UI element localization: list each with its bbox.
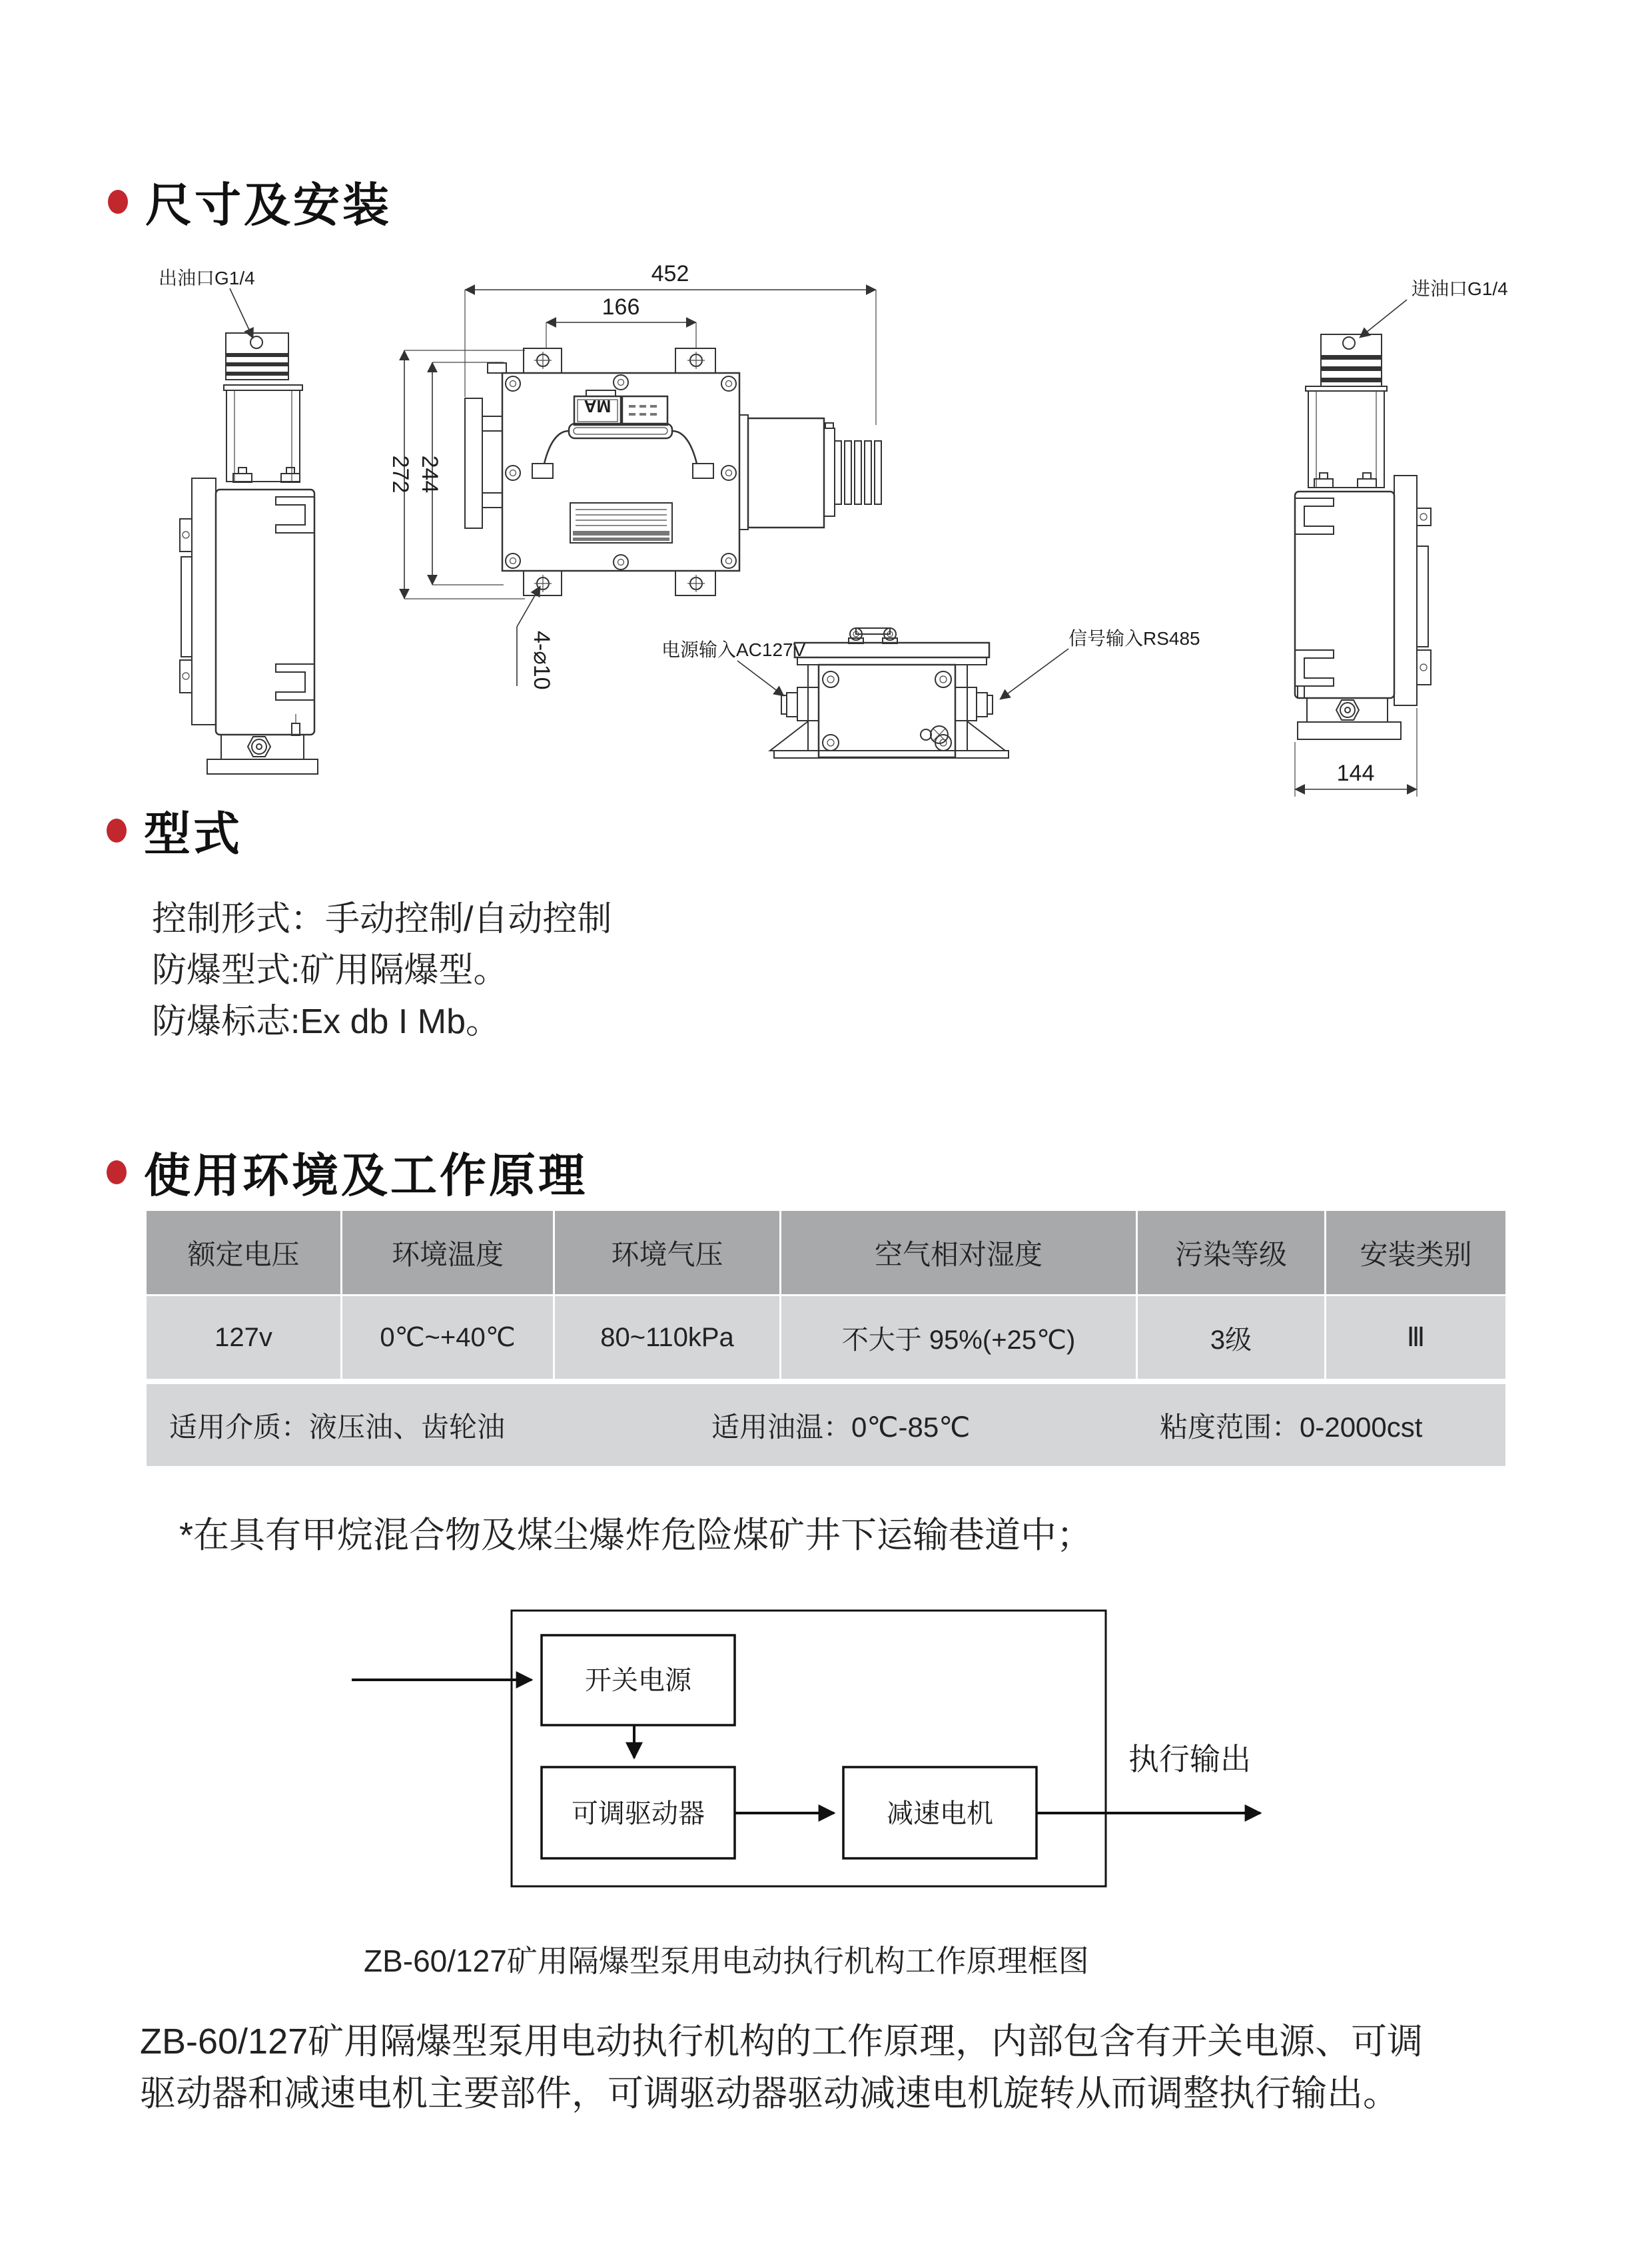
left-side-view [159,268,318,774]
diagram-caption: ZB-60/127矿用隔爆型泵用电动执行机构工作原理框图 [364,1944,1089,1978]
value-relative-humidity: 不大于 95%(+25℃) [781,1296,1138,1379]
oil-inlet-label: 进油口G1/4 [1412,278,1508,299]
dimension-installation-drawing [93,253,1559,813]
type-description [152,894,612,1048]
oil-outlet-label: 出油口G1/4 [159,268,255,288]
section-environment-title: 使用环境及工作原理 [144,1150,588,1202]
value-ambient-temperature: 0℃~+40℃ [342,1296,555,1379]
right-side-view [1295,278,1508,797]
power-supply-label: 开关电源 [585,1666,691,1695]
section-type-title: 型式 [144,808,242,860]
value-rated-voltage: 127v [147,1296,342,1379]
header-installation-category: 安装类别 [1360,1238,1472,1270]
signal-input-label: 信号输入RS485 [1068,628,1200,649]
red-bullet-icon [108,190,128,214]
environment-table [147,1211,1505,1466]
table-extra-row [147,1384,1505,1466]
section-dimensions-title: 尺寸及安装 [145,179,392,231]
control-form-line: 控制形式：手动控制/自动控制 [152,900,612,938]
dim-mounting-holes: 4-⌀10 [529,631,554,690]
dim-166: 166 [602,294,640,320]
header-ambient-temperature: 环境温度 [342,1211,555,1294]
gear-motor [739,415,881,530]
section-dimensions-header [108,168,392,235]
viscosity-range: 粘度范围：0-2000cst [1160,1411,1423,1443]
output-label: 执行输出 [1128,1742,1251,1776]
header-relative-humidity: 空气相对湿度 [781,1211,1138,1294]
front-view [388,261,881,690]
explosion-proof-form-line: 防爆型式:矿用隔爆型。 [152,951,508,990]
environment-note: *在具有甲烷混合物及煤尘爆炸危险煤矿井下运输巷道中； [179,1515,1093,1555]
applicable-oil-temperature: 适用油温：0℃-85℃ [711,1411,971,1443]
explosion-proof-mark-line: 防爆标志:Ex db I Mb。 [152,1002,500,1041]
table-header-row [147,1211,1505,1294]
value-installation-category: Ⅲ [1406,1323,1426,1352]
value-ambient-pressure: 80~110kPa [555,1296,781,1379]
red-bullet-icon [107,1160,127,1184]
section-environment-header [107,1138,588,1206]
red-bullet-icon [107,819,127,843]
header-ambient-pressure: 环境气压 [555,1211,781,1294]
gear-motor-label: 减速电机 [887,1799,993,1828]
dim-244: 244 [417,455,442,494]
working-principle-diagram [300,1595,1332,1902]
bottom-view [661,628,1200,758]
section-type-header [107,797,242,864]
header-rated-voltage: 额定电压 [147,1211,342,1294]
adjustable-driver-label: 可调驱动器 [572,1799,705,1828]
header-pollution-degree: 污染等级 [1138,1211,1326,1294]
value-pollution-degree: 3级 [1138,1296,1326,1379]
ma-mark: MA [584,396,612,416]
applicable-medium: 适用介质：液压油、齿轮油 [169,1411,506,1443]
dim-144: 144 [1336,761,1375,786]
description-line-1: ZB-60/127矿用隔爆型泵用电动执行机构的工作原理，内部包含有开关电源、可调 [140,2022,1424,2061]
dim-452: 452 [651,261,689,286]
table-value-row [147,1296,1505,1379]
dim-272: 272 [388,455,413,494]
power-input-label: 电源输入AC127V [661,639,806,660]
principle-description [140,2016,1423,2119]
description-line-2: 驱动器和减速电机主要部件，可调驱动器驱动减速电机旋转从而调整执行输出。 [140,2073,1399,2113]
